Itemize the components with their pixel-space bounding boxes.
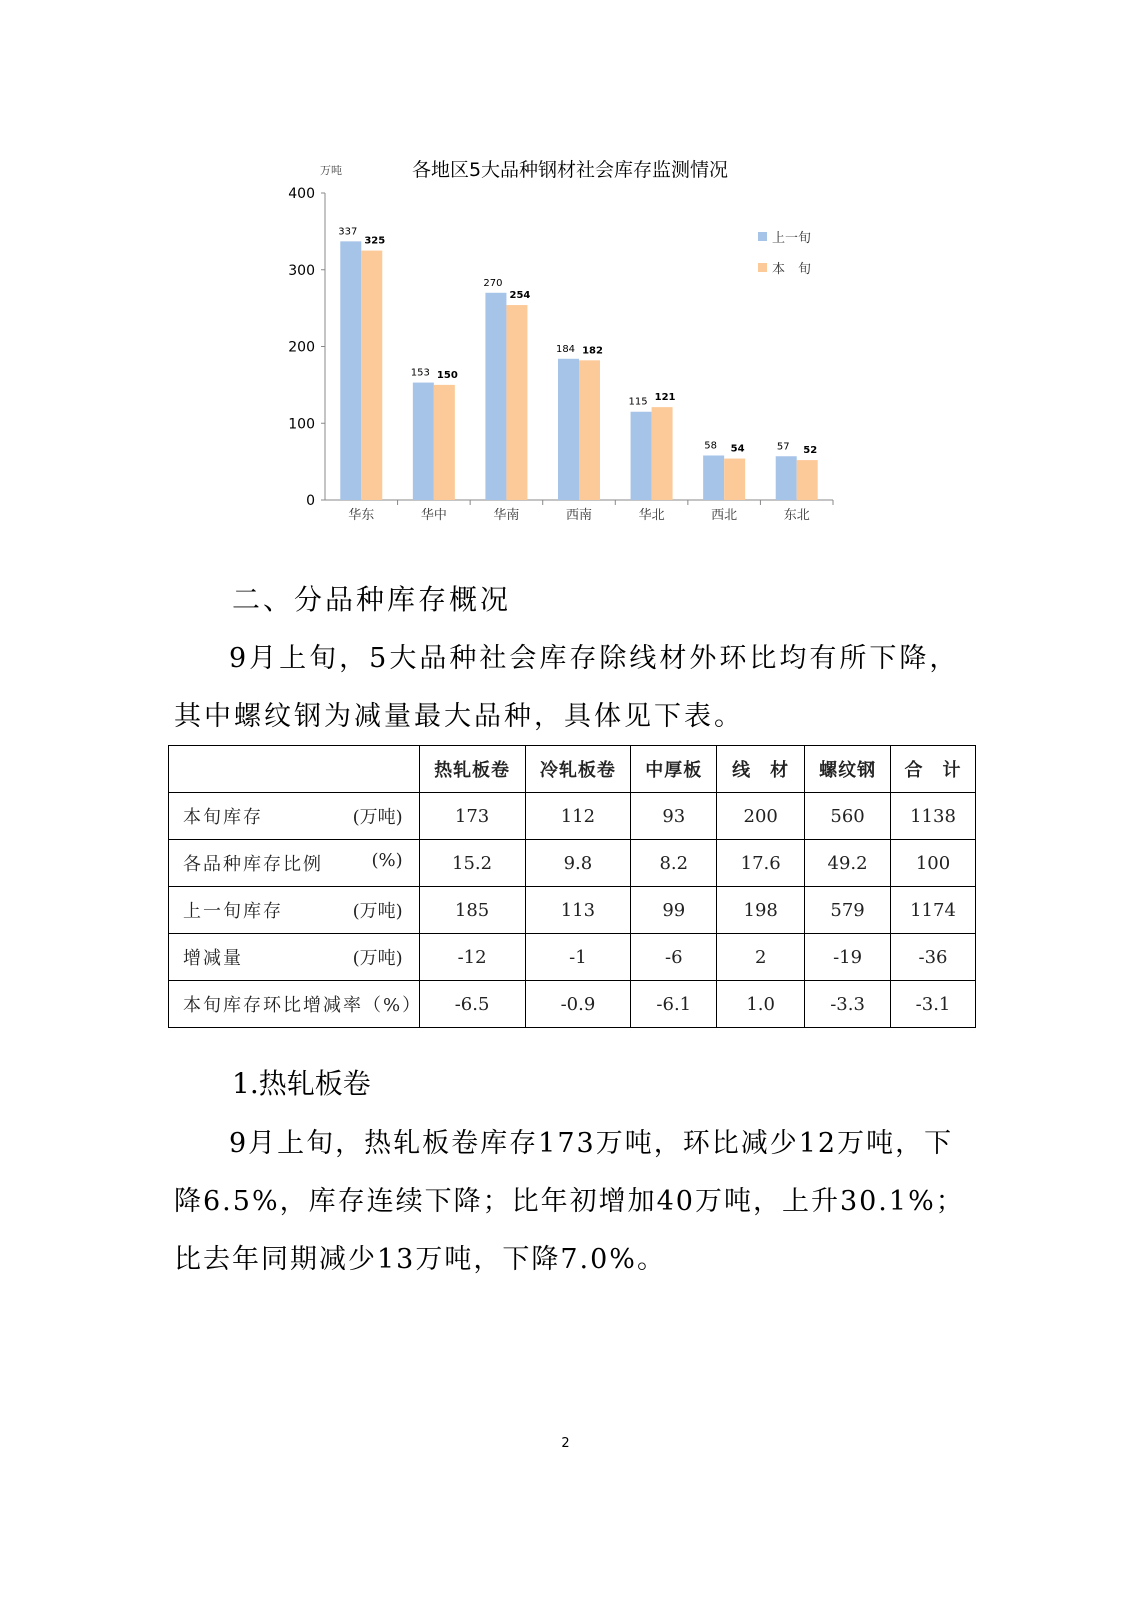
bar-previous (485, 293, 506, 500)
subsection-title: 1.热轧板卷 (232, 1067, 371, 1100)
table-cell: -3.1 (891, 981, 976, 1028)
data-label: 184 (555, 343, 576, 355)
row-unit: (%) (371, 850, 403, 871)
chart-title: 各地区5大品种钢材社会库存监测情况 (411, 159, 729, 181)
table-row (169, 934, 976, 981)
y-tick-label: 400 (288, 186, 315, 202)
table-cell: -0.9 (525, 981, 631, 1028)
table-corner-cell (169, 746, 420, 793)
bar-current (434, 385, 455, 500)
data-label: 58 (704, 440, 718, 452)
table-cell: -6 (631, 934, 717, 981)
table-row (169, 981, 976, 1028)
data-label: 54 (730, 443, 745, 455)
bar-current (506, 305, 527, 500)
table-cell: 8.2 (631, 840, 717, 887)
x-tick-label: 华中 (420, 508, 447, 523)
chart-y-unit: 万吨 (320, 164, 342, 177)
data-label: 337 (338, 226, 358, 238)
data-label: 270 (483, 277, 503, 289)
row-label-text: 本旬库存 (183, 807, 263, 828)
legend-swatch (758, 232, 767, 241)
data-label: 52 (803, 445, 818, 457)
table-header: 冷轧板卷 (525, 746, 631, 793)
row-label (169, 981, 423, 1028)
bar-previous (340, 241, 361, 500)
intro-paragraph (174, 630, 974, 746)
x-tick-label: 西北 (711, 508, 738, 523)
x-tick-label: 华南 (493, 508, 520, 523)
data-label: 57 (776, 441, 790, 453)
y-tick-label: 0 (306, 493, 315, 509)
legend-swatch (758, 263, 767, 272)
y-tick-label: 200 (288, 339, 315, 356)
table-header-row (169, 746, 976, 793)
table-cell: 1174 (891, 887, 976, 934)
table-cell: 560 (805, 793, 891, 840)
y-tick-label: 300 (288, 262, 315, 279)
row-label (169, 934, 420, 981)
row-label-text: 上一旬库存 (183, 901, 283, 922)
table-cell: 2 (717, 934, 805, 981)
table-header: 热轧板卷 (419, 746, 525, 793)
inventory-table (168, 745, 976, 1028)
row-label (169, 840, 420, 887)
data-label: 325 (364, 235, 386, 247)
table-cell: 1.0 (717, 981, 805, 1028)
table-row (169, 840, 976, 887)
page-number: 2 (561, 1436, 570, 1451)
table-cell: 17.6 (717, 840, 805, 887)
x-tick-label: 华东 (348, 508, 375, 523)
table-cell: 93 (631, 793, 717, 840)
data-label: 115 (628, 396, 648, 408)
intro-paragraph-text: 9月上旬，5大品种社会库存除线材外环比均有所下降，其中螺纹钢为减量最大品种，具体见下表。 (174, 643, 960, 732)
bar-current (361, 251, 382, 500)
bar-previous (631, 412, 652, 500)
table-row (169, 793, 976, 840)
table-cell: 198 (717, 887, 805, 934)
chart-legend (758, 231, 811, 277)
table-header: 螺纹钢 (805, 746, 891, 793)
table-cell: -19 (805, 934, 891, 981)
data-label: 121 (654, 392, 676, 404)
table-cell: 9.8 (525, 840, 631, 887)
table-cell: 579 (805, 887, 891, 934)
row-label (169, 793, 420, 840)
section-title: 二、分品种库存概况 (232, 583, 512, 616)
data-label: 150 (436, 369, 458, 381)
table-cell: 112 (525, 793, 631, 840)
table-cell: -6.1 (631, 981, 717, 1028)
bar-previous (776, 456, 797, 500)
table-cell: -3.3 (805, 981, 891, 1028)
bar-current (652, 407, 673, 500)
table-header: 中厚板 (631, 746, 717, 793)
bar-current (579, 360, 600, 500)
table-cell: -1 (525, 934, 631, 981)
table-header: 合 计 (891, 746, 976, 793)
row-unit: (万吨) (352, 948, 403, 969)
data-label: 182 (582, 345, 603, 357)
table-cell: -12 (419, 934, 525, 981)
table-cell: -36 (891, 934, 976, 981)
table-cell: 15.2 (419, 840, 525, 887)
table-cell: 99 (631, 887, 717, 934)
table-row (169, 887, 976, 934)
legend-label: 上一旬 (772, 231, 812, 246)
hot-rolled-paragraph-text: 9月上旬，热轧板卷库存173万吨，环比减少12万吨，下降6.5%，库存连续下降；比年初增加40万吨，上升30.1%；比去年同期减少13万吨，下降7.0%。 (174, 1128, 965, 1275)
data-label: 254 (509, 290, 531, 302)
bar-previous (703, 455, 724, 500)
bar-current (724, 459, 745, 500)
bar-previous (413, 383, 434, 500)
row-unit: (万吨) (352, 901, 403, 922)
y-tick-label: 100 (288, 416, 315, 433)
table-cell: -6.5 (419, 981, 525, 1028)
table-cell: 49.2 (805, 840, 891, 887)
table-cell: 185 (419, 887, 525, 934)
bar-current (797, 460, 818, 500)
hot-rolled-paragraph (174, 1115, 974, 1289)
table-cell: 173 (419, 793, 525, 840)
row-label-text: 各品种库存比例 (183, 854, 323, 875)
data-label: 153 (410, 367, 430, 379)
row-label-text: 增减量 (183, 948, 243, 969)
x-tick-label: 华北 (638, 508, 665, 523)
table-cell: 100 (891, 840, 976, 887)
table-cell: 113 (525, 887, 631, 934)
table-cell: 200 (717, 793, 805, 840)
x-tick-label: 东北 (783, 508, 810, 523)
row-unit: (万吨) (352, 807, 403, 828)
x-tick-label: 西南 (565, 508, 593, 523)
row-label (169, 887, 420, 934)
table-cell: 1138 (891, 793, 976, 840)
bar-previous (558, 359, 579, 500)
legend-label: 本 旬 (772, 262, 812, 277)
inventory-bar-chart (288, 150, 860, 540)
row-label-text: 本旬库存环比增减率（%） (183, 995, 423, 1016)
table-header: 线 材 (717, 746, 805, 793)
